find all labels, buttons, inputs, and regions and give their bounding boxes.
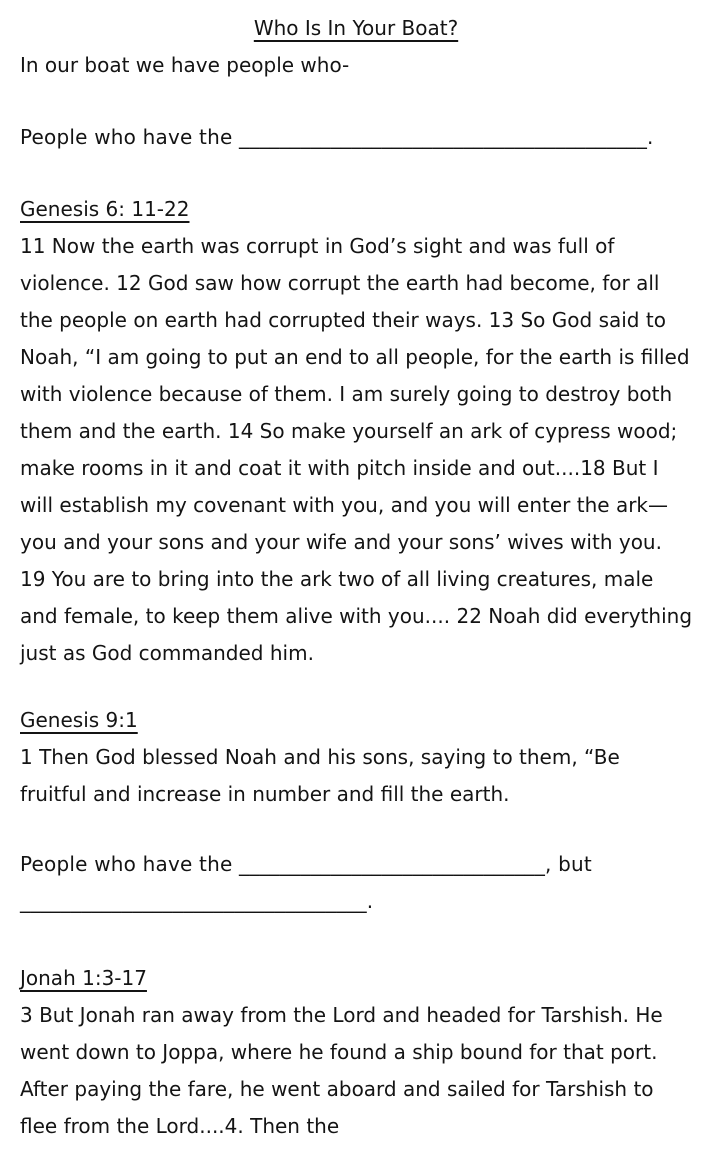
section-heading-genesis-9: Genesis 9:1 [20,708,138,732]
section-jonah-1 [20,960,692,997]
scripture-genesis-9: 1 Then God blessed Noah and his sons, saying to them, “Be fruitful and increase in number and fill the earth. [20,745,620,806]
fill-in-blank-2: People who have the ______________________________, but __________________________________. [20,852,592,913]
intro-line: In our boat we have people who- [20,53,350,77]
section-genesis-6 [20,191,692,228]
section-heading-genesis-6: Genesis 6: 11-22 [20,197,190,221]
page-title: Who Is In Your Boat? [253,16,459,40]
scripture-jonah-1: 3 But Jonah ran away from the Lord and headed for Tarshish. He went down to Joppa, where he found a ship bound for that port. After paying the fare, he went aboard and sailed for Tarshish to flee from the Lord....4. Then the [20,1003,663,1138]
section-heading-jonah-1: Jonah 1:3-17 [20,966,147,990]
fill-in-blank-1: People who have the ________________________________________. [20,125,654,149]
scripture-genesis-6: 11 Now the earth was corrupt in God’s sight and was full of violence. 12 God saw how corrupt the earth had become, for all the people on earth had corrupted their ways. 13 So God said to Noah, “I am going to put an end to all people, for the earth is filled with violence because of them. I am surely going to destroy both them and the earth. 14 So make yourself an ark of cypress wood; make rooms in it and coat it with pitch inside and out....18 But I will establish my covenant with you, and you will enter the ark—you and your sons and your wife and your sons’ wives with you. 19 You are to bring into the ark two of all living creatures, male and female, to keep them alive with you.... 22 Noah did everything just as God commanded him. [20,234,693,665]
section-genesis-9 [20,702,692,739]
